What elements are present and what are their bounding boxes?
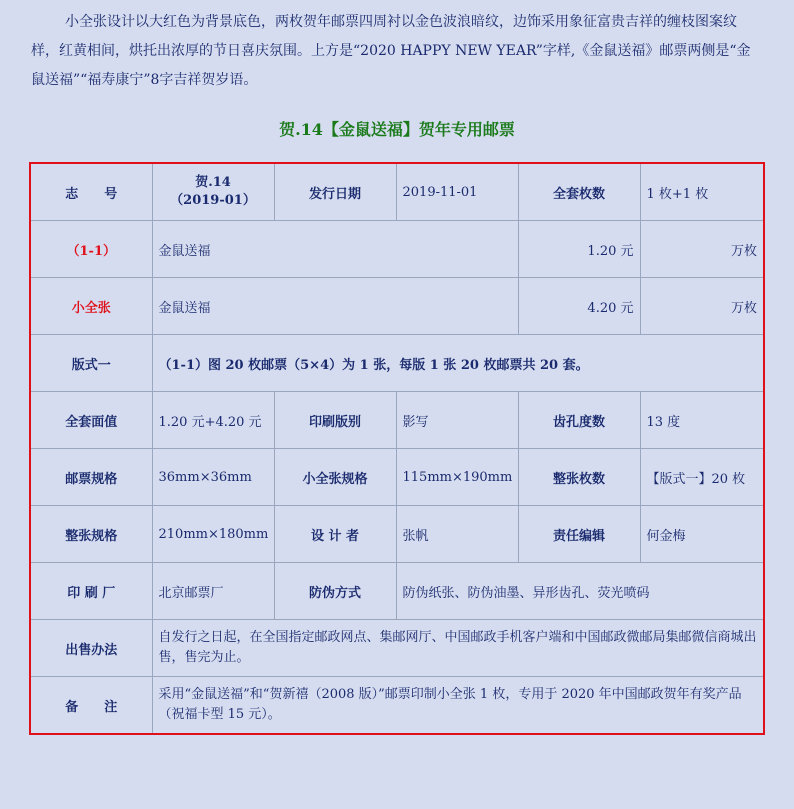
table-row bbox=[30, 163, 764, 221]
label-anti-counterfeit: 防伪方式 bbox=[274, 563, 396, 620]
label-stamp-1: （1-1） bbox=[30, 221, 152, 278]
intro-paragraph: 小全张设计以大红色为背景底色，两枚贺年邮票四周衬以金色波浪暗纹，边饰采用象征富贵吉祥的缠枝图案纹样，红黄相间，烘托出浓厚的节日喜庆氛围。上方是“2020 HAPPY NEW YEAR”字样,《金鼠送福》邮票两侧是“金鼠送福”“福寿康宁”8字吉祥贺岁语。 bbox=[31, 14, 751, 88]
label-face-value: 全套面值 bbox=[30, 392, 152, 449]
label-sheet-size: 小全张规格 bbox=[274, 449, 396, 506]
label-issue-date: 发行日期 bbox=[274, 163, 396, 221]
label-serial: 志 号 bbox=[30, 163, 152, 221]
sale-method-value: 自发行之日起，在全国指定邮政网点、集邮网厅、中国邮政手机客户端和中国邮政微邮局集邮微信商城出售，售完为止。 bbox=[152, 620, 764, 677]
souvenir-sheet-price: 4.20 元 bbox=[518, 278, 640, 335]
label-remarks: 备 注 bbox=[30, 677, 152, 735]
table-row bbox=[30, 563, 764, 620]
label-designer: 设 计 者 bbox=[274, 506, 396, 563]
stamp-1-name: 金鼠送福 bbox=[152, 221, 518, 278]
label-full-sheet-size: 整张规格 bbox=[30, 506, 152, 563]
table-row bbox=[30, 278, 764, 335]
full-sheet-size-value: 210mm×180mm bbox=[152, 506, 274, 563]
label-stamp-size: 邮票规格 bbox=[30, 449, 152, 506]
label-souvenir-sheet: 小全张 bbox=[30, 278, 152, 335]
serial-value bbox=[152, 163, 274, 221]
stamp-1-price: 1.20 元 bbox=[518, 221, 640, 278]
table-row bbox=[30, 677, 764, 735]
label-set-count: 全套枚数 bbox=[518, 163, 640, 221]
table-row bbox=[30, 221, 764, 278]
table-row bbox=[30, 392, 764, 449]
table-row bbox=[30, 506, 764, 563]
table-row bbox=[30, 449, 764, 506]
label-full-sheet-count: 整张枚数 bbox=[518, 449, 640, 506]
label-layout-1: 版式一 bbox=[30, 335, 152, 392]
label-printer: 印 刷 厂 bbox=[30, 563, 152, 620]
stamp-size-value: 36mm×36mm bbox=[152, 449, 274, 506]
serial-code: 贺.14 bbox=[195, 175, 231, 190]
full-sheet-count-value: 【版式一】20 枚 bbox=[640, 449, 764, 506]
page-title: 贺.14【金鼠送福】贺年专用邮票 bbox=[279, 120, 515, 139]
table-row bbox=[30, 620, 764, 677]
sheet-size-value: 115mm×190mm bbox=[396, 449, 518, 506]
remarks-value: 采用“金鼠送福”和“贺新禧（2008 版）”邮票印制小全张 1 枚，专用于 2020 年中国邮政贺年有奖产品（祝福卡型 15 元）。 bbox=[152, 677, 764, 735]
souvenir-sheet-name: 金鼠送福 bbox=[152, 278, 518, 335]
layout-1-value: （1-1）图 20 枚邮票（5×4）为 1 张，每版 1 张 20 枚邮票共 20 套。 bbox=[152, 335, 764, 392]
label-editor: 责任编辑 bbox=[518, 506, 640, 563]
stamp-1-quantity: 万枚 bbox=[640, 221, 764, 278]
label-sale-method: 出售办法 bbox=[30, 620, 152, 677]
set-count-value: 1 枚+1 枚 bbox=[640, 163, 764, 221]
editor-value: 何金梅 bbox=[640, 506, 764, 563]
stamp-info-table bbox=[29, 162, 765, 735]
anti-counterfeit-value: 防伪纸张、防伪油墨、异形齿孔、荧光喷码 bbox=[396, 563, 764, 620]
face-value: 1.20 元+4.20 元 bbox=[152, 392, 274, 449]
souvenir-sheet-quantity: 万枚 bbox=[640, 278, 764, 335]
designer-value: 张帆 bbox=[396, 506, 518, 563]
print-method-value: 影写 bbox=[396, 392, 518, 449]
table-row bbox=[30, 335, 764, 392]
serial-year: （2019-01） bbox=[170, 193, 256, 208]
printer-value: 北京邮票厂 bbox=[152, 563, 274, 620]
perforation-value: 13 度 bbox=[640, 392, 764, 449]
label-print-method: 印刷版别 bbox=[274, 392, 396, 449]
label-perforation: 齿孔度数 bbox=[518, 392, 640, 449]
issue-date-value: 2019-11-01 bbox=[396, 163, 518, 221]
